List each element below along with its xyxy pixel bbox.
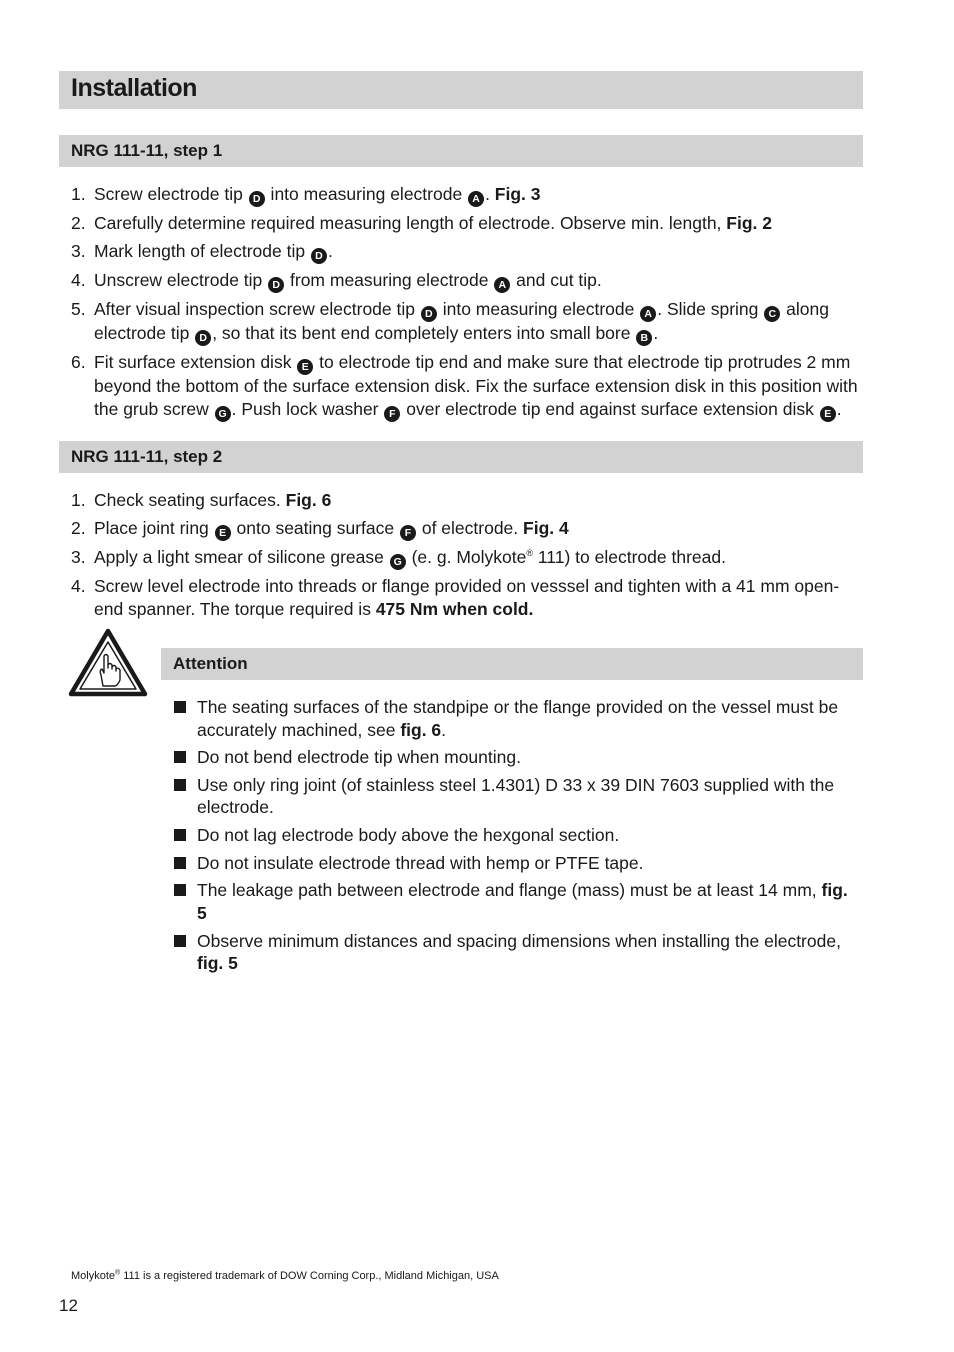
square-bullet-icon: [174, 857, 186, 869]
text-run: Use only ring joint (of stainless steel 1.4301) D 33 x 39 DIN 7603 supplied with the electrode.: [197, 774, 835, 818]
text-run: .: [441, 719, 447, 740]
text-run: After visual inspection screw electrode tip: [94, 299, 420, 320]
figure-reference: Fig. 4: [523, 517, 569, 538]
callout-e-icon: E: [297, 359, 313, 375]
text-run: Screw level electrode into threads or flange provided on vesssel and tighten with a 41 mm open-end spanner. The torque required is: [94, 576, 840, 619]
text-run: (e. g. Molykote: [406, 546, 527, 567]
square-bullet-icon: [174, 884, 186, 896]
step2-heading-bar: [59, 441, 863, 473]
text-run: of electrode.: [416, 517, 524, 538]
callout-c-icon: C: [764, 306, 780, 322]
text-run: into measuring electrode: [437, 299, 640, 320]
text-run: Do not bend electrode tip when mounting.: [197, 747, 521, 768]
step2-heading: NRG 111-11, step 2: [71, 447, 223, 466]
text-run: 111) to electrode thread.: [533, 546, 726, 567]
attention-item-2: [172, 746, 857, 769]
attention-item-1: [172, 696, 857, 741]
step-number: 2.: [71, 213, 86, 234]
figure-reference: Fig. 2: [726, 213, 772, 234]
step-number: 6.: [71, 352, 86, 373]
step-number: 4.: [71, 576, 86, 597]
text-run: .: [653, 323, 659, 344]
text-run: Unscrew electrode tip: [94, 270, 268, 291]
figure-reference: Fig. 6: [285, 490, 332, 510]
text-run: and cut tip.: [511, 270, 602, 291]
text-run: Apply a light smear of silicone grease: [94, 546, 389, 567]
square-bullet-icon: [174, 829, 186, 841]
callout-f-icon: F: [400, 525, 416, 541]
section-title-bar: [59, 71, 863, 109]
text-run: .: [836, 398, 842, 419]
attention-heading-bar: [161, 648, 863, 680]
callout-d-icon: D: [195, 330, 211, 346]
text-run: The seating surfaces of the standpipe or the flange provided on the vessel must be accurately machined, see: [197, 697, 839, 740]
text-run: into measuring electrode: [265, 184, 468, 204]
step-number: 4.: [71, 270, 86, 291]
callout-b-icon: B: [636, 330, 652, 346]
attention-item-6: [172, 879, 857, 924]
step1-item-3: [71, 240, 861, 264]
text-run: from measuring electrode: [285, 270, 494, 291]
step-number: 1.: [71, 490, 86, 510]
step-number: 1.: [71, 184, 86, 204]
text-run: .: [485, 184, 495, 204]
warning-hand-icon: [68, 628, 148, 698]
attention-heading: Attention: [173, 654, 248, 673]
registered-mark: ®: [526, 548, 534, 559]
attention-item-7: [172, 930, 857, 975]
callout-g-icon: G: [390, 554, 406, 570]
square-bullet-icon: [174, 779, 186, 791]
text-run: Observe minimum distances and spacing dimensions when installing the electrode,: [197, 930, 841, 951]
step-number: 5.: [71, 299, 86, 320]
square-bullet-icon: [174, 935, 186, 947]
figure-reference: Fig. 3: [494, 184, 541, 204]
text-run: Do not insulate electrode thread with hemp or PTFE tape.: [197, 852, 644, 873]
figure-reference: 475 Nm when cold.: [375, 598, 534, 619]
text-run: over electrode tip end against surface extension disk: [401, 398, 819, 419]
attention-list: [172, 696, 857, 980]
callout-g-icon: G: [215, 406, 231, 422]
callout-a-icon: A: [494, 277, 510, 293]
attention-item-5: [172, 852, 857, 875]
step1-heading: NRG 111-11, step 1: [71, 141, 223, 160]
step1-item-1: [71, 183, 861, 207]
step-number: 2.: [71, 517, 86, 538]
callout-d-icon: D: [311, 248, 327, 264]
text-run: .: [327, 240, 333, 261]
square-bullet-icon: [174, 701, 186, 713]
text-run: onto seating surface: [231, 517, 399, 538]
callout-d-icon: D: [249, 191, 265, 207]
text-run: , so that its bent end completely enters into small bore: [212, 323, 636, 344]
step2-item-1: [71, 489, 861, 512]
text-run: Fit surface extension disk: [94, 352, 297, 373]
step2-list: [71, 489, 861, 625]
step-number: 3.: [71, 546, 86, 567]
callout-e-icon: E: [820, 406, 836, 422]
callout-a-icon: A: [640, 306, 656, 322]
text-run: to electrode tip end and make sure that electrode tip protrudes 2 mm beyond the bottom of the surface extension disk. Fix the surface extension disk in this position with the grub screw: [94, 352, 858, 419]
text-run: . Push lock washer: [231, 398, 384, 419]
figure-reference: fig. 6: [400, 719, 442, 740]
step1-list: [71, 183, 861, 427]
text-run: Place joint ring: [94, 517, 214, 538]
figure-reference: fig. 5: [197, 880, 848, 923]
page-title: Installation: [71, 74, 197, 102]
text-run: Mark length of electrode tip: [94, 240, 310, 261]
page-number: 12: [59, 1296, 78, 1315]
attention-item-3: [172, 774, 857, 819]
step1-item-4: [71, 269, 861, 293]
square-bullet-icon: [174, 751, 186, 763]
callout-d-icon: D: [421, 306, 437, 322]
step2-item-3: [71, 546, 861, 570]
step-number: 3.: [71, 240, 86, 261]
text-run: . Slide spring: [657, 299, 764, 320]
text-run: Do not lag electrode body above the hexgonal section.: [197, 825, 620, 846]
attention-item-4: [172, 824, 857, 847]
callout-f-icon: F: [384, 406, 400, 422]
text-run: The leakage path between electrode and flange (mass) must be at least 14 mm,: [197, 880, 822, 901]
text-run: Check seating surfaces.: [94, 490, 286, 510]
text-run: Screw electrode tip: [94, 184, 248, 204]
text-run: along electrode tip: [94, 299, 829, 344]
step1-item-2: [71, 212, 861, 235]
step1-item-6: [71, 351, 861, 422]
callout-d-icon: D: [268, 277, 284, 293]
step2-item-4: [71, 575, 861, 620]
text-run: Carefully determine required measuring length of electrode. Observe min. length,: [94, 213, 727, 234]
step2-item-2: [71, 517, 861, 541]
figure-reference: fig. 5: [197, 953, 238, 974]
step1-heading-bar: [59, 135, 863, 167]
callout-a-icon: A: [468, 191, 484, 207]
callout-e-icon: E: [215, 525, 231, 541]
step1-item-5: [71, 298, 861, 346]
footnote: Molykote® 111 is a registered trademark of DOW Corning Corp., Midland Michigan, USA: [71, 1269, 499, 1282]
